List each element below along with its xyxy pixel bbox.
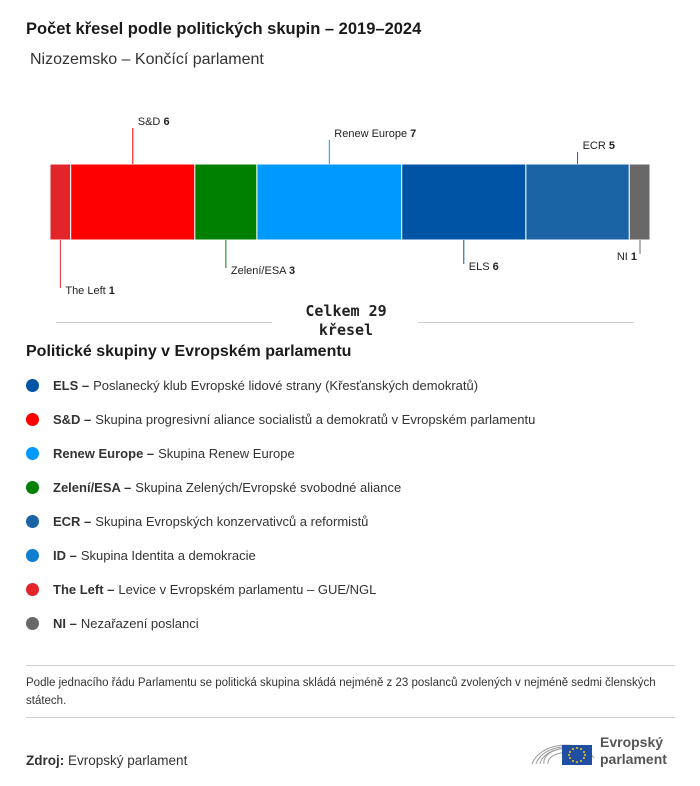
data-label-ni <box>617 251 637 263</box>
bar-segment-s-d <box>71 164 195 240</box>
source-value: Evropský parlament <box>68 753 188 768</box>
legend-dot <box>26 379 39 392</box>
total-divider-left <box>56 322 272 323</box>
chart-title: Počet křesel podle politických skupin – 2019–2024 <box>26 20 422 38</box>
data-label-name: S&D <box>137 116 164 128</box>
total-seats-line2: křesel <box>318 321 374 339</box>
divider <box>26 665 675 666</box>
legend-abbr: ID – <box>53 547 77 563</box>
bar-segment-els <box>402 164 526 240</box>
legend-dot <box>26 413 39 426</box>
legend-title: Politické skupiny v Evropském parlamentu <box>26 343 352 360</box>
data-label-name: Renew Europe <box>334 128 411 140</box>
legend-dot <box>26 583 39 596</box>
bar-segment-the-left <box>50 164 71 240</box>
divider <box>26 717 675 718</box>
source-label: Zdroj: <box>26 753 65 768</box>
stacked-bar-chart <box>0 110 700 297</box>
legend-dot <box>26 447 39 460</box>
legend-item <box>26 572 535 606</box>
legend-text: Poslanecký klub Evropské lidové strany (Křesťanských demokratů) <box>93 377 479 393</box>
data-label-value: 7 <box>410 128 417 140</box>
legend-text: Skupina Evropských konzervativců a reformistů <box>95 513 369 529</box>
legend-text: Skupina Zelených/Evropské svobodné aliance <box>135 479 402 495</box>
legend-item <box>26 504 535 538</box>
legend-abbr: Zelení/ESA – <box>53 479 132 495</box>
logo-line2: parlament <box>600 751 667 767</box>
legend-text: Skupina Renew Europe <box>158 445 295 461</box>
source <box>26 753 187 768</box>
legend-dot <box>26 515 39 528</box>
total-divider-right <box>418 322 634 323</box>
data-label-value: 6 <box>163 116 170 128</box>
legend-abbr: ECR – <box>53 513 92 529</box>
legend-item <box>26 368 535 402</box>
legend-text: Skupina Identita a demokracie <box>80 547 256 563</box>
total-seats-line1: Celkem 29 <box>305 302 387 320</box>
data-label-value: 3 <box>288 265 296 277</box>
bar-segment-zelen-esa <box>195 164 257 240</box>
chart-subtitle: Nizozemsko – Končící parlament <box>30 51 264 68</box>
data-label-name: Zelení/ESA <box>230 265 289 277</box>
data-label-zelen-esa <box>231 265 295 277</box>
legend-abbr: NI – <box>53 615 77 631</box>
bar-segment-renew-europe <box>257 164 402 240</box>
legend-item <box>26 402 535 436</box>
data-label-els <box>469 261 499 273</box>
legend-item <box>26 436 535 470</box>
bar-segment-ecr <box>526 164 629 240</box>
data-label-value: 5 <box>608 140 615 152</box>
legend-abbr: The Left – <box>53 581 115 597</box>
data-label-renew-europe <box>334 128 416 140</box>
data-label-s-d <box>138 116 170 128</box>
data-label-value: 1 <box>108 285 115 297</box>
data-label-name: ELS <box>468 261 493 273</box>
bar-segment-ni <box>629 164 650 240</box>
logo-line1: Evropský <box>600 734 664 750</box>
data-label-value: 1 <box>630 251 637 263</box>
legend-text: Levice v Evropském parlamentu – GUE/NGL <box>118 581 377 597</box>
legend-abbr: ELS – <box>53 377 90 393</box>
total-seats-label <box>274 302 418 340</box>
data-label-ecr <box>583 140 615 152</box>
legend-item <box>26 538 535 572</box>
legend-text: Skupina progresivní aliance socialistů a demokratů v Evropském parlamentu <box>95 411 536 427</box>
data-label-name: ECR <box>582 140 609 152</box>
legend-dot <box>26 549 39 562</box>
data-label-value: 6 <box>492 261 499 273</box>
legend-abbr: S&D – <box>53 411 92 427</box>
legend-abbr: Renew Europe – <box>53 445 155 461</box>
legend <box>26 368 535 640</box>
data-label-name: The Left <box>65 285 109 297</box>
legend-item <box>26 606 535 640</box>
footnote: Podle jednacího řádu Parlamentu se politická skupina skládá nejméně z 23 poslanců zvolených v nejméně sedmi členských státech. <box>26 677 656 707</box>
data-label-the-left <box>65 285 115 297</box>
legend-text: Nezařazení poslanci <box>80 615 199 631</box>
legend-dot <box>26 481 39 494</box>
legend-item <box>26 470 535 504</box>
legend-dot <box>26 617 39 630</box>
logo-text <box>600 734 667 768</box>
data-label-name: NI <box>616 251 631 263</box>
